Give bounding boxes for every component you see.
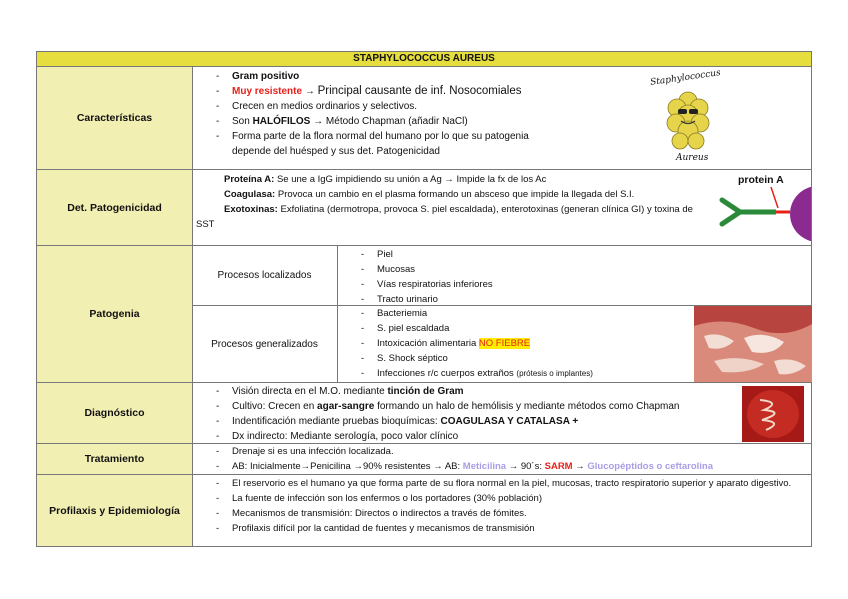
arrow-icon: → — [300, 461, 311, 472]
list-item: - Tracto urinario — [337, 292, 493, 307]
protein-a-diagram-icon — [716, 172, 811, 242]
list-item: - Bacteriemia — [337, 306, 593, 321]
list-item: - Crecen en medios ordinarios y selectivos. — [192, 99, 811, 114]
generalizados-list — [337, 306, 593, 381]
content-caracteristicas — [192, 67, 811, 169]
label-patogenicidad: Det. Patogenicidad — [37, 170, 193, 245]
skin-lesion-icon — [694, 306, 812, 382]
list-item: - AB: Inicialmente→Penicilina →90% resistentes → AB: Meticilina → 90´s: SARM → Glucopéptidos o ceftarolina — [192, 459, 811, 474]
row-tratamiento — [37, 444, 811, 475]
row-patogenia — [37, 246, 811, 383]
list-item: - El reservorio es el humano ya que forma parte de su flora normal en la piel, mucosas, tracto respiratorio superior y aparato digestivo. — [192, 476, 802, 491]
list-item: - Dx indirecto: Mediante serología, poco valor clínico — [192, 429, 811, 444]
cartoon-label-bottom: Aureus — [676, 153, 709, 163]
list-item: - La fuente de infección son los enfermos o los portadores (30% población) — [192, 491, 811, 506]
arrow-icon: → — [304, 86, 315, 97]
content-tratamiento — [192, 444, 811, 474]
content-patogenicidad — [192, 170, 811, 245]
list-item: - S. Shock séptico — [337, 351, 593, 366]
content-diagnostico — [192, 383, 811, 443]
list-item: - Visión directa en el M.O. mediante tinción de Gram — [192, 384, 811, 399]
procesos-localizados-label: Procesos localizados — [217, 270, 312, 281]
list-item: - Forma parte de la flora normal del humano por lo que su patogenia depende del huésped y sus det. Patogenicidad — [192, 129, 562, 159]
list-item: - Muy resistente → Principal causante de inf. Nosocomiales — [192, 84, 811, 99]
arrow-icon: → — [444, 174, 454, 185]
row-diagnostico — [37, 383, 811, 444]
protein-a-label: protein A — [738, 174, 784, 186]
list-item: - Mecanismos de transmisión: Directos o indirectos a través de fómites. — [192, 506, 811, 521]
staph-cartoon-image — [649, 68, 726, 167]
list-item: - Drenaje si es una infección localizada. — [192, 444, 811, 459]
arrow-icon: → — [433, 461, 443, 472]
list-item: - Cultivo: Crecen en agar-sangre formando un halo de hemólisis y mediante métodos como Chapman — [192, 399, 811, 414]
list-item: - Vías respiratorias inferiores — [337, 277, 493, 292]
protein-a-image — [716, 172, 811, 242]
table-title: STAPHYLOCOCCUS AUREUS — [37, 52, 811, 67]
agar-plate-photo — [742, 386, 804, 442]
label-profilaxis: Profilaxis y Epidemiología — [37, 475, 193, 546]
localizados-list — [337, 247, 493, 307]
list-item: - Profilaxis difícil por la cantidad de fuentes y mecanismos de transmisión — [192, 521, 811, 536]
list-item: - Gram positivo — [192, 69, 811, 84]
scalded-skin-photo — [694, 306, 812, 382]
content-profilaxis — [192, 475, 811, 546]
label-patogenia: Patogenia — [37, 246, 193, 382]
list-item: - Piel — [337, 247, 493, 262]
list-item: - Indentificación mediante pruebas bioquímicas: COAGULASA Y CATALASA + — [192, 414, 811, 429]
row-patogenicidad — [37, 170, 811, 246]
arrow-icon: → — [353, 461, 363, 472]
label-tratamiento: Tratamiento — [37, 444, 193, 474]
arrow-icon: → — [575, 461, 585, 472]
arrow-icon: → — [508, 461, 519, 472]
label-diagnostico: Diagnóstico — [37, 383, 193, 443]
staph-table — [36, 51, 812, 547]
list-item: - Son HALÓFILOS → Método Chapman (añadir NaCl) — [192, 114, 811, 129]
arrow-icon: → — [313, 116, 324, 127]
coagulasa-text: Coagulasa: Provoca un cambio en el plasma formando un absceso que impide la llegada del S.I. — [224, 189, 635, 200]
row-profilaxis — [37, 475, 811, 546]
list-item: - Infecciones r/c cuerpos extraños (prótesis o implantes) — [337, 366, 593, 381]
list-item: - S. piel escaldada — [337, 321, 593, 336]
proteina-a-text: Proteína A: Se une a IgG impidiendo su unión a Ag → Impide la fx de los Ac — [224, 174, 547, 185]
list-item: - Mucosas — [337, 262, 493, 277]
procesos-generalizados-label: Procesos generalizados — [211, 339, 318, 350]
cartoon-label-top: Staphylococcus — [649, 68, 722, 88]
row-caracteristicas — [37, 67, 811, 170]
label-caracteristicas: Características — [37, 67, 193, 169]
exotoxinas-text: Exotoxinas: Exfoliatina (dermotropa, provoca S. piel escaldada), enterotoxinas (generan clínica GI) y toxina de SST — [196, 204, 693, 230]
list-item: - Intoxicación alimentaria NO FIEBRE — [337, 336, 593, 351]
content-patogenia — [192, 246, 811, 382]
agar-colonies-icon — [742, 386, 804, 442]
